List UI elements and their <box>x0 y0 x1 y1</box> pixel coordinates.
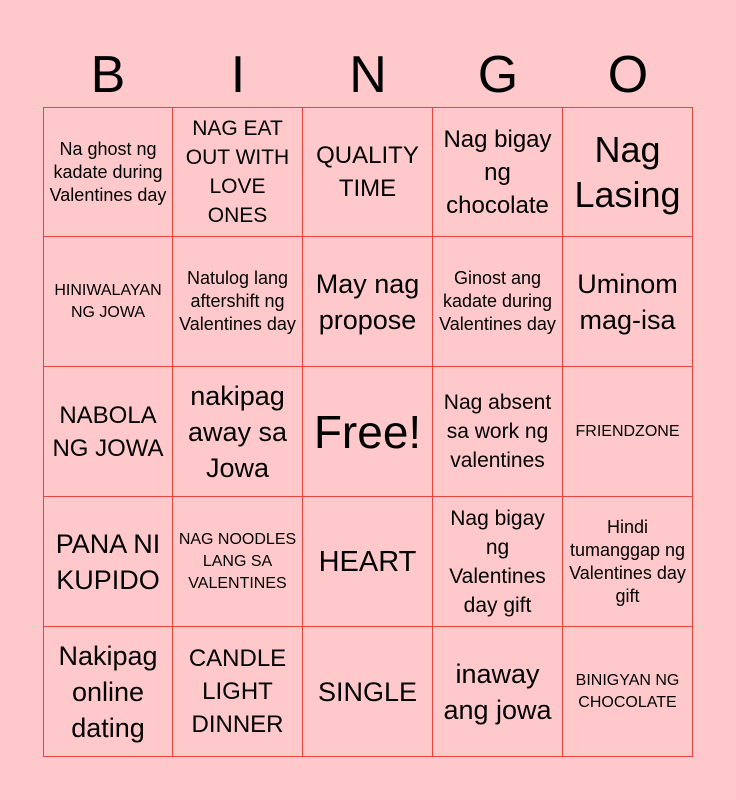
cell-label: nakipag away sa Jowa <box>187 380 288 483</box>
bingo-cell-n2[interactable] <box>303 237 433 367</box>
bingo-cell-free[interactable] <box>303 367 433 497</box>
cell-label: Nag Lasing <box>574 129 681 215</box>
bingo-cell-i4[interactable] <box>173 497 303 627</box>
bingo-cell-b2[interactable] <box>43 237 173 367</box>
cell-label: Nag absent sa work ng valentines <box>443 391 552 472</box>
header-letter-g: G <box>477 46 519 104</box>
bingo-cell-g4[interactable] <box>433 497 563 627</box>
bingo-cell-b4[interactable] <box>43 497 173 627</box>
bingo-cell-g5[interactable] <box>433 627 563 757</box>
cell-label: Nakipag online dating <box>58 640 158 743</box>
bingo-cell-n1[interactable] <box>303 107 433 237</box>
bingo-cell-i2[interactable] <box>173 237 303 367</box>
cell-label: Ginost ang kadate during Valentines day <box>439 268 556 334</box>
bingo-cell-b3[interactable] <box>43 367 173 497</box>
cell-label: NAG NOODLES LANG SA VALENTINES <box>178 530 297 592</box>
bingo-cell-n5[interactable] <box>303 627 433 757</box>
cell-label: Nag bigay ng chocolate <box>443 125 552 219</box>
bingo-cell-g3[interactable] <box>433 367 563 497</box>
cell-label: NAG EAT OUT WITH LOVE ONES <box>185 117 290 227</box>
cell-label: PANA NI KUPIDO <box>55 528 161 595</box>
cell-label: inaway ang jowa <box>443 658 552 725</box>
cell-label: FRIENDZONE <box>575 422 680 440</box>
bingo-cell-b1[interactable] <box>43 107 173 237</box>
header-letter-n: N <box>349 46 387 104</box>
cell-label: Free! <box>313 405 422 458</box>
header-letter-b: B <box>90 46 126 104</box>
header-letter-o: O <box>607 46 649 104</box>
bingo-cell-g2[interactable] <box>433 237 563 367</box>
cell-label: HEART <box>318 545 417 578</box>
bingo-cell-o1[interactable] <box>563 107 693 237</box>
bingo-cell-o4[interactable] <box>563 497 693 627</box>
bingo-board <box>43 107 693 757</box>
header-letter-i: I <box>230 46 246 104</box>
cell-label: NABOLA NG JOWA <box>52 401 164 462</box>
cell-label: Nag bigay ng Valentines day gift <box>449 506 546 617</box>
cell-label: May nag propose <box>315 268 420 335</box>
bingo-cell-o3[interactable] <box>563 367 693 497</box>
cell-label: HINIWALAYAN NG JOWA <box>54 281 162 321</box>
bingo-cell-b5[interactable] <box>43 627 173 757</box>
cell-label: QUALITY TIME <box>316 142 419 202</box>
bingo-cell-i1[interactable] <box>173 107 303 237</box>
bingo-cell-i3[interactable] <box>173 367 303 497</box>
cell-label: Natulog lang aftershift ng Valentines day <box>179 268 296 334</box>
bingo-cell-i5[interactable] <box>173 627 303 757</box>
bingo-cell-o2[interactable] <box>563 237 693 367</box>
bingo-cell-g1[interactable] <box>433 107 563 237</box>
cell-label: Na ghost ng kadate during Valentines day <box>49 138 167 205</box>
cell-label: Hindi tumanggap ng Valentines day gift <box>569 516 686 606</box>
cell-label: CANDLE LIGHT DINNER <box>188 645 287 738</box>
bingo-cell-n4[interactable] <box>303 497 433 627</box>
cell-label: Uminom mag-isa <box>577 268 678 335</box>
bingo-header <box>43 44 693 106</box>
cell-label: BINIGYAN NG CHOCOLATE <box>575 671 680 711</box>
bingo-cell-o5[interactable] <box>563 627 693 757</box>
cell-label: SINGLE <box>317 676 418 707</box>
